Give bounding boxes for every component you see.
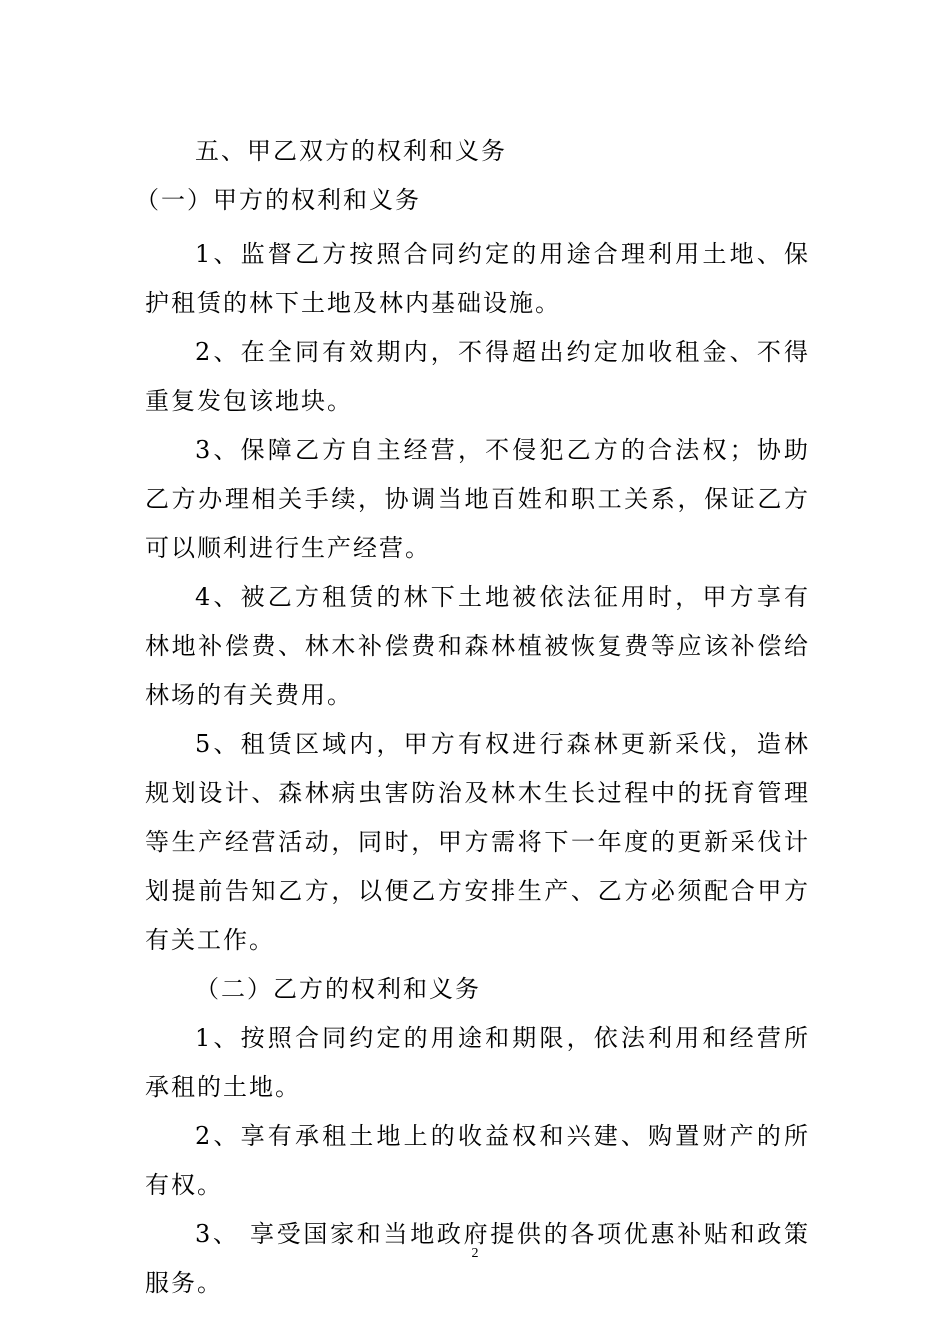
party-b-item-3: 3、 享受国家和当地政府提供的各项优惠补贴和政策服务。 — [145, 1220, 810, 1297]
party-a-item-3: 3、保障乙方自主经营，不侵犯乙方的合法权；协助乙方办理相关手续，协调当地百姓和职工关系，保证乙方可以顺利进行生产经营。 — [145, 436, 810, 562]
party-a-heading: （一）甲方的权利和义务 — [135, 186, 421, 214]
party-a-item-1: 1、监督乙方按照合同约定的用途合理利用土地、保护租赁的林下土地及林内基础设施。 — [145, 240, 810, 317]
document-body — [135, 127, 810, 1308]
party-b-item-1: 1、按照合同约定的用途和期限，依法利用和经营所承租的土地。 — [145, 1024, 810, 1101]
party-a-item-4: 4、被乙方租赁的林下土地被依法征用时，甲方享有林地补偿费、林木补偿费和森林植被恢复费等应该补偿给林场的有关费用。 — [145, 583, 810, 709]
party-a-item-5: 5、租赁区域内，甲方有权进行森林更新采伐，造林规划设计、森林病虫害防治及林木生长过程中的抚育管理等生产经营活动，同时，甲方需将下一年度的更新采伐计划提前告知乙方，以便乙方安排生产、乙方必须配合甲方有关工作。 — [145, 730, 810, 954]
party-b-item-2: 2、享有承租土地上的收益权和兴建、购置财产的所有权。 — [145, 1122, 810, 1199]
page-number: 2 — [471, 1246, 479, 1261]
party-b-heading: （二）乙方的权利和义务 — [195, 975, 481, 1003]
section-title: 五、甲乙双方的权利和义务 — [195, 137, 507, 165]
party-a-item-2: 2、在全同有效期内，不得超出约定加收租金、不得重复发包该地块。 — [145, 338, 810, 415]
